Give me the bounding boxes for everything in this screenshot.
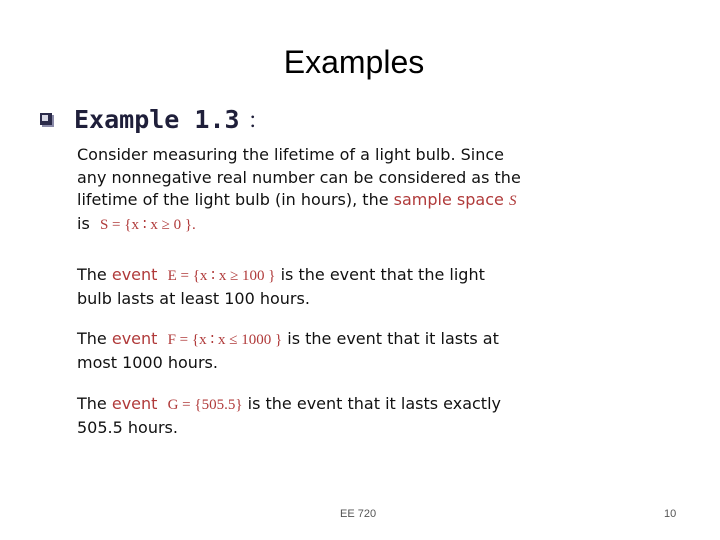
text-line: most 1000 hours. (77, 352, 218, 372)
math-expression: F = {x ∶ x ≤ 1000 } (167, 332, 283, 348)
paragraph-event-f (77, 328, 547, 374)
text-line (77, 213, 547, 237)
sample-space-term: sample space (393, 190, 504, 209)
text-line: Consider measuring the lifetime of a light bulb. Since (77, 145, 505, 164)
paragraph-event-e (77, 264, 537, 310)
text-fragment: The (77, 329, 112, 348)
event-term: event (111, 329, 158, 348)
text-line (77, 328, 547, 352)
square-bullet-icon (40, 113, 52, 125)
text-line: any nonnegative real number can be considered as the (77, 167, 521, 187)
math-variable: S (508, 193, 517, 209)
text-fragment: The (77, 394, 112, 413)
text-line (77, 189, 547, 213)
paragraph-sample-space (77, 144, 547, 236)
text-fragment: is (77, 213, 90, 233)
text-line (77, 393, 547, 417)
example-label: Example 1.3 (74, 104, 240, 134)
example-colon: ： (247, 108, 270, 134)
text-line (77, 264, 537, 288)
text-line: bulb lasts at least 100 hours. (77, 288, 310, 308)
text-line: 505.5 hours. (77, 417, 178, 437)
example-heading (40, 102, 270, 136)
event-term: event (111, 265, 158, 284)
text-fragment: is the event that it lasts at (282, 329, 499, 348)
text-fragment: The (77, 265, 112, 284)
text-fragment: is the event that it lasts exactly (242, 394, 501, 413)
footer-course: EE 720 (340, 508, 377, 520)
paragraph-event-g (77, 393, 547, 439)
math-expression: S = {x ∶ x ≥ 0 }. (99, 216, 196, 233)
text-fragment: lifetime of the light bulb (in hours), the (77, 190, 394, 209)
slide-title: Examples (283, 44, 425, 80)
math-expression: E = {x ∶ x ≥ 100 } (167, 268, 276, 284)
page-number: 10 (664, 508, 677, 520)
text-fragment: is the event that the light (275, 265, 485, 284)
event-term: event (111, 394, 158, 413)
math-expression: G = {505.5} (167, 397, 243, 413)
